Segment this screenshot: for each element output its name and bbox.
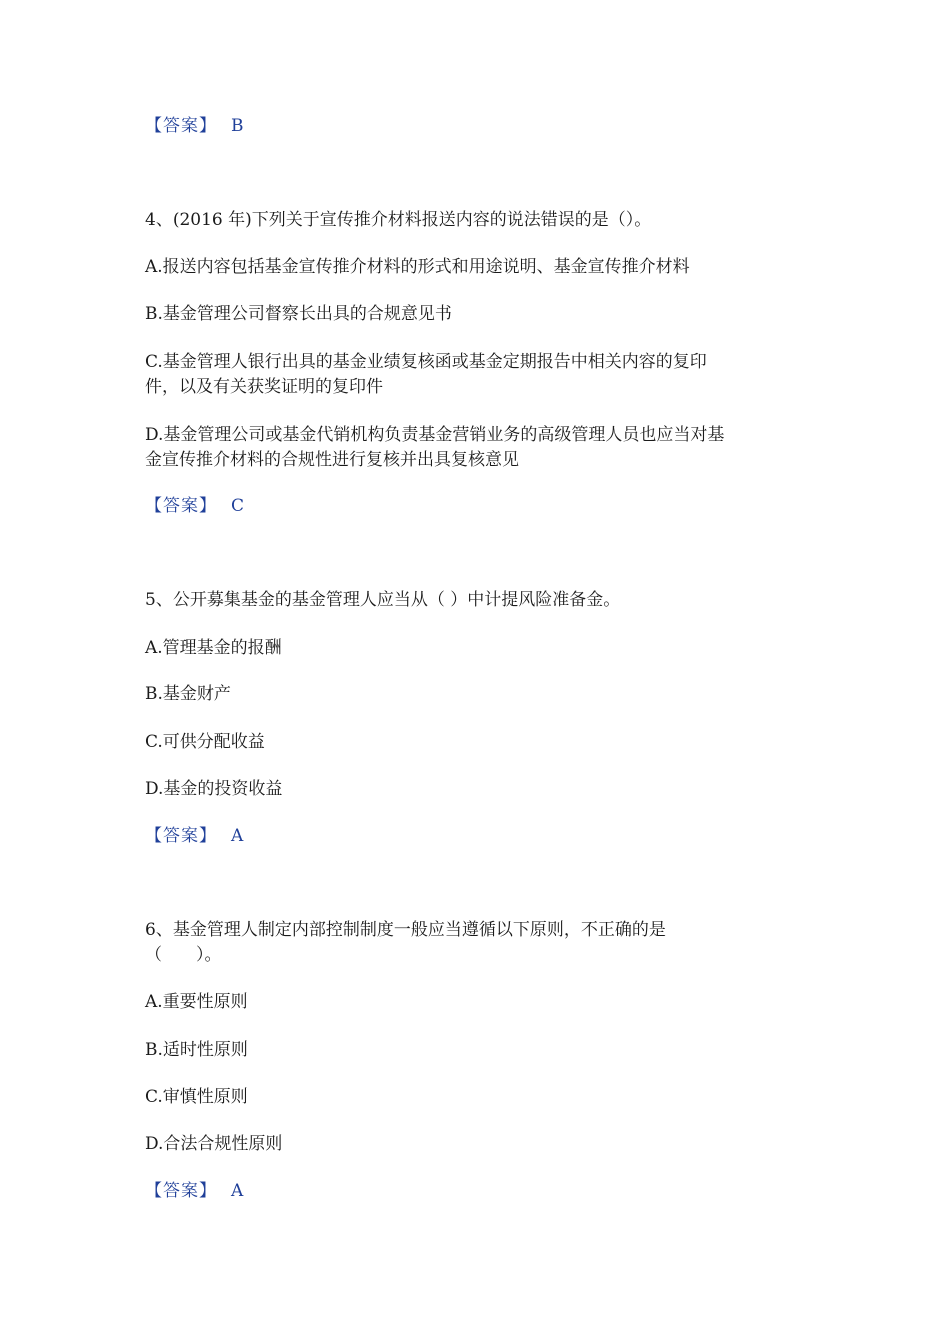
question-4-option-c-line2: 件，以及有关获奖证明的复印件 (145, 377, 383, 397)
answer-label: 【答案】 (145, 1181, 217, 1201)
question-6-option-a: A.重要性原则 (145, 992, 248, 1012)
question-4-option-d-line1: D.基金管理公司或基金代销机构负责基金营销业务的高级管理人员也应当对基 (145, 425, 725, 445)
answer-q5 (145, 824, 243, 848)
question-6-option-c: C.审慎性原则 (145, 1087, 248, 1107)
question-4-option-b: B.基金管理公司督察长出具的合规意见书 (145, 304, 452, 324)
question-5-option-a: A.管理基金的报酬 (145, 638, 282, 658)
question-4-option-d-line2: 金宣传推介材料的合规性进行复核并出具复核意见 (145, 450, 519, 470)
question-6-option-b: B.适时性原则 (145, 1040, 248, 1060)
question-5-option-b: B.基金财产 (145, 684, 231, 704)
answer-value: C (231, 496, 245, 516)
question-6-option-d: D.合法合规性原则 (145, 1134, 283, 1154)
answer-value: B (231, 116, 244, 136)
answer-value: A (231, 826, 244, 846)
answer-q4 (145, 494, 244, 518)
question-4-option-a: A.报送内容包括基金宣传推介材料的形式和用途说明、基金宣传推介材料 (145, 257, 690, 277)
answer-q6 (145, 1179, 243, 1203)
answer-label: 【答案】 (145, 826, 217, 846)
question-6-stem-line1: 6、基金管理人制定内部控制制度一般应当遵循以下原则，不正确的是 (145, 920, 666, 940)
question-5-stem: 5、公开募集基金的基金管理人应当从（ ）中计提风险准备金。 (145, 590, 621, 610)
answer-label: 【答案】 (145, 496, 217, 516)
question-6-stem-line2: （ ）。 (145, 945, 222, 965)
answer-value: A (231, 1181, 244, 1201)
answer-label: 【答案】 (145, 116, 217, 136)
question-5-option-c: C.可供分配收益 (145, 732, 265, 752)
answer-q3 (145, 114, 244, 138)
question-4-option-c-line1: C.基金管理人银行出具的基金业绩复核函或基金定期报告中相关内容的复印 (145, 352, 707, 372)
question-5-option-d: D.基金的投资收益 (145, 779, 283, 799)
question-4-stem: 4、(2016 年)下列关于宣传推介材料报送内容的说法错误的是（）。 (145, 210, 652, 230)
